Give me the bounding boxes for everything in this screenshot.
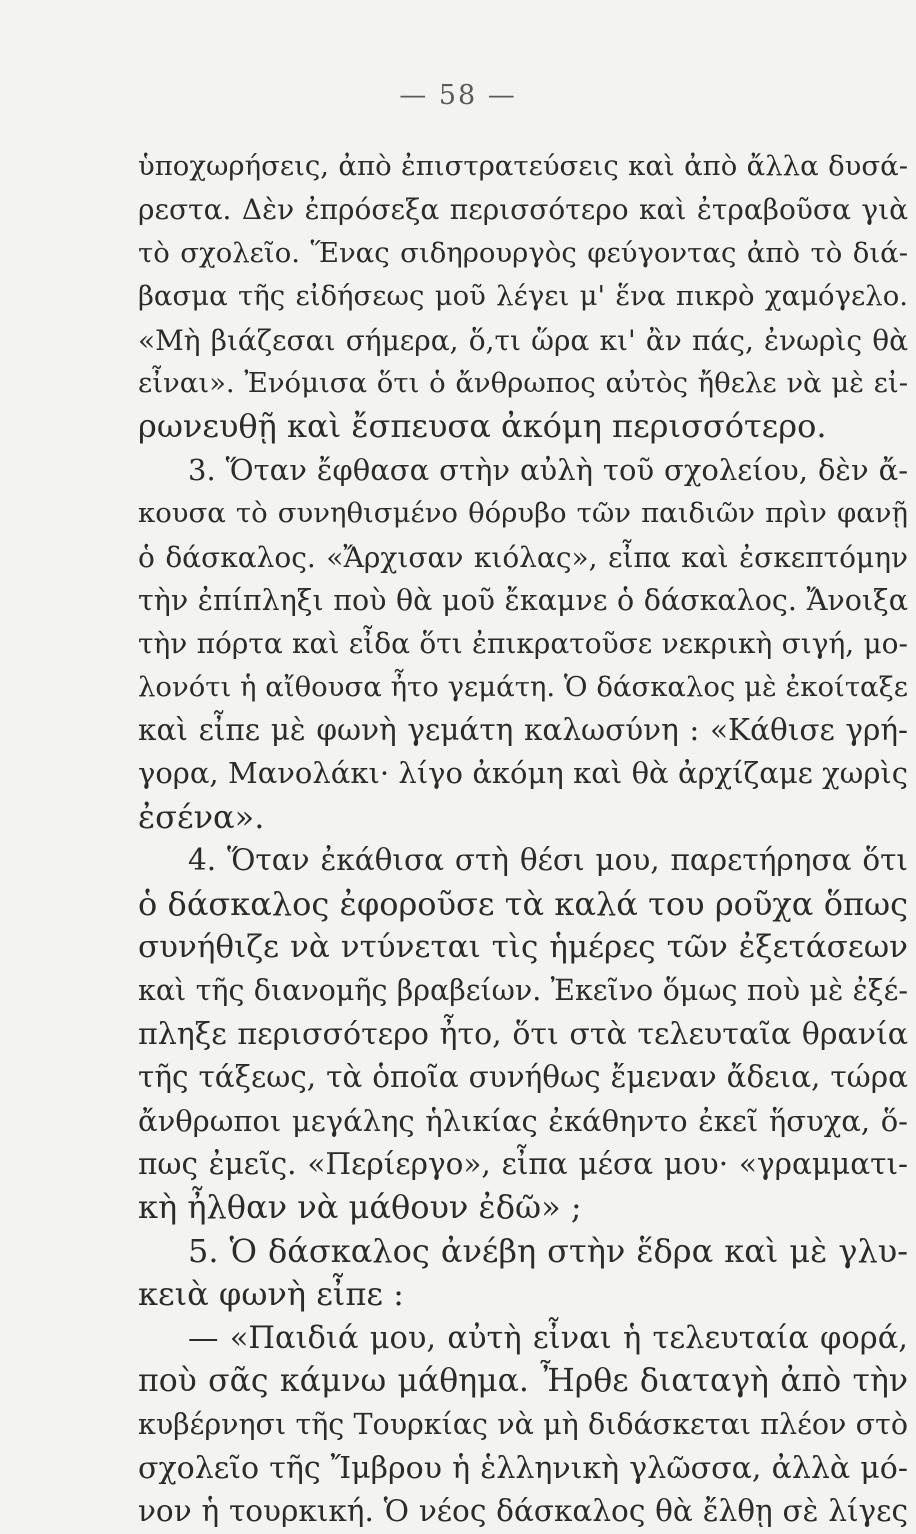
text-line: καὶ εἶπε μὲ φωνὴ γεμάτη καλωσύνη : «Κάθισε γρή- [138,713,908,748]
text-line: ρωνευθῇ καὶ ἔσπευσα ἀκόμη περισσότερο. [138,407,827,446]
text-line: ποὺ σᾶς κάμνω μάθημα. Ἦρθε διαταγὴ ἀπὸ τὴν [138,1362,908,1399]
text-line: πως ἐμεῖς. «Περίεργο», εἶπα μέσα μου· «γραμματι- [138,1146,908,1181]
text-line: πληξε περισσότερο ἦτο, ὅτι στὰ τελευταῖα θρανία [138,1016,908,1052]
text-line: ἐσένα». [138,797,265,836]
text-line: ρεστα. Δὲν ἐπρόσεξα περισσότερο καὶ ἐτραβοῦσα γιὰ [138,193,908,227]
text-line: τὸ σχολεῖο. Ἕνας σιδηρουργὸς φεύγοντας ἀπὸ τὸ διά- [138,236,908,269]
text-line: τὴν ἐπίπληξι ποὺ θὰ μοῦ ἔκαμνε ὁ δάσκαλος. Ἄνοιξα [138,583,908,617]
text-line: τὴν πόρτα καὶ εἶδα ὅτι ἐπικρατοῦσε νεκρικὴ σιγή, μο- [138,627,908,661]
text-line: ἄνθρωποι μεγάλης ἡλικίας ἐκάθηντο ἐκεῖ ἥσυχα, ὅ- [138,1103,908,1138]
page-number: — 58 — [399,80,517,111]
text-line: σχολεῖο τῆς Ἴμβρου ἡ ἑλληνικὴ γλῶσσα, ἀλλὰ μό- [138,1450,908,1486]
text-line: — «Παιδιά μου, αὐτὴ εἶναι ἡ τελευταία φορά, [188,1320,908,1356]
text-line: κουσα τὸ συνηθισμένο θόρυβο τῶν παιδιῶν πρὶν φανῇ [138,497,908,530]
text-line: τῆς τάξεως, τὰ ὁποῖα συνήθως ἔμεναν ἄδεια, τώρα [138,1060,908,1095]
text-line: νον ἡ τουρκική. Ὁ νέος δάσκαλος θὰ ἔλθῃ σὲ λίγες [138,1494,908,1529]
text-line: εἶναι». Ἐνόμισα ὅτι ὁ ἄνθρωπος αὐτὸς ἤθελε νὰ μὲ εἰ- [138,366,908,399]
text-line: κὴ ἦλθαν νὰ μάθουν ἐδῶ» ; [138,1188,582,1227]
text-line: 3. Ὅταν ἔφθασα στὴν αὐλὴ τοῦ σχολείου, δὲν ἄ- [188,452,908,487]
text-line: «Μὴ βιάζεσαι σήμερα, ὅ,τι ὥρα κι' ἂν πάς, ἐνωρὶς θὰ [138,323,908,357]
text-line: 5. Ὁ δάσκαλος ἀνέβη στὴν ἕδρα καὶ μὲ γλυ- [188,1231,908,1270]
text-line: ὑποχωρήσεις, ἀπὸ ἐπιστρατεύσεις καὶ ἀπὸ ἄλλα δυσά- [138,150,908,182]
text-line: ὁ δάσκαλος. «Ἄρχισαν κιόλας», εἶπα καὶ ἐσκεπτόμην [138,540,908,574]
text-line: 4. Ὅταν ἐκάθισα στὴ θέσι μου, παρετήρησα ὅτι [188,843,908,878]
body-text [138,145,908,1534]
text-line: κυβέρνησι τῆς Τουρκίας νὰ μὴ διδάσκεται πλέον στὸ [138,1408,908,1442]
text-line: συνήθιζε νὰ ντύνεται τὶς ἡμέρες τῶν ἐξετάσεων [138,929,908,966]
text-line: κειὰ φωνὴ εἶπε : [138,1275,404,1314]
text-line: καὶ τῆς διανομῆς βραβείων. Ἐκεῖνο ὅμως ποὺ μὲ ἐξέ- [138,974,908,1008]
text-line: ὁ δάσκαλος ἐφοροῦσε τὰ καλά του ροῦχα ὅπως [138,884,908,923]
text-line: βασμα τῆς εἰδήσεως μοῦ λέγει μ' ἕνα πικρὸ χαμόγελο. [138,280,908,313]
text-line: γορα, Μανολάκι· λίγο ἀκόμη καὶ θὰ ἀρχίζαμε χωρὶς [138,756,908,791]
text-line: λονότι ἡ αἴθουσα ἦτο γεμάτη. Ὁ δάσκαλος μὲ ἐκοίταξε [138,670,908,703]
